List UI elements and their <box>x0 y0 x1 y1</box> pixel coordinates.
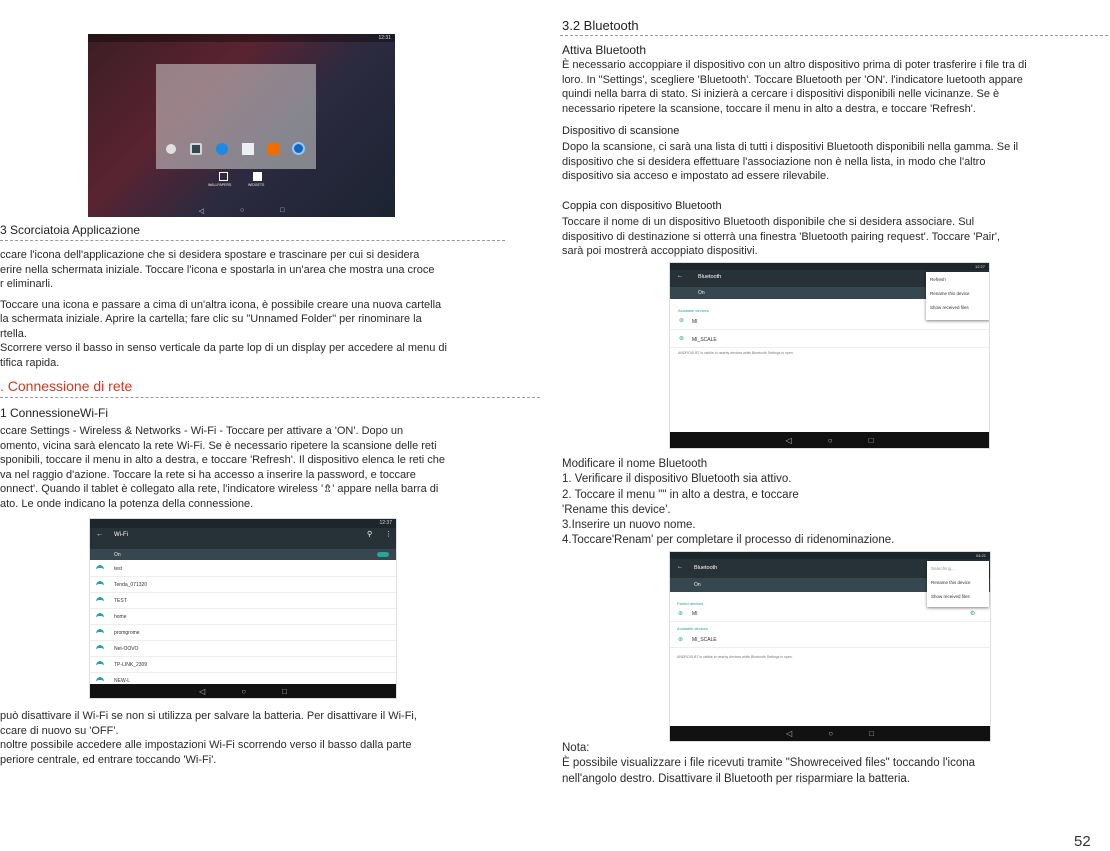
widgets-button[interactable] <box>246 172 270 190</box>
text-line: Scorrere verso il basso in senso verticale da parte lop di un display per accedere al menu di <box>0 342 447 354</box>
menu-rename-device[interactable]: Rename this device <box>931 580 971 585</box>
bt1-status-time: 12:27 <box>974 264 985 269</box>
chapter-title: . Connessione di rete <box>0 378 133 394</box>
bluetooth-screenshot-1 <box>669 262 990 449</box>
home-icon[interactable]: ○ <box>239 207 245 214</box>
text-line: ato. Le onde indicano la potenza della connessione. <box>0 497 254 510</box>
rename-text <box>562 457 894 549</box>
bt1-device-row[interactable] <box>670 332 989 348</box>
text-line: 1. Verificare il dispositivo Bluetooth sia attivo. <box>562 473 792 486</box>
widgets-label: WIDGETS <box>248 183 265 187</box>
bluetooth-icon: ⊛ <box>679 336 685 342</box>
wifi-signal-icon <box>96 597 104 606</box>
scan-text <box>562 140 1018 184</box>
bt2-paired-row[interactable] <box>670 607 990 622</box>
text-line: ccare di nuovo su 'OFF'. <box>0 724 119 737</box>
text-line: È necessario accoppiare il dispositivo con un altro dispositivo prima di poter trasferire i file tra di <box>562 59 1027 71</box>
text-line: dispositivo sia acceso e impostato ad essere rilevabile. <box>562 170 830 182</box>
recents-icon[interactable]: □ <box>869 729 874 738</box>
text-line: È possibile visualizzare i file ricevuti tramite "Showreceived files" toccando l'icona <box>562 757 976 770</box>
bt1-footer: ANDROID BT is visible to nearby devices while Bluetooth Settings is open. <box>678 351 794 355</box>
section-38-rule <box>0 240 505 241</box>
music-icon[interactable] <box>268 143 280 155</box>
wifi-signal-icon <box>96 565 104 574</box>
wallpaper-icon <box>219 172 228 181</box>
wifi-on-label: On <box>114 552 121 558</box>
bt2-overflow-menu <box>927 561 989 607</box>
wifi-toggle[interactable] <box>377 552 389 557</box>
bluetooth-rule <box>560 35 1108 36</box>
home-navbar <box>88 204 395 217</box>
bt2-footer: ANDROID BT is visible to nearby devices while Bluetooth Settings is open. <box>677 655 793 659</box>
menu-rename-device[interactable]: Rename this device <box>930 291 970 296</box>
text-line: sarà poi mostrerà accoppiato dispositivi. <box>562 245 758 257</box>
wifi-signal-icon <box>96 629 104 638</box>
bt2-appbar-title: Bluetooth <box>694 565 718 571</box>
activate-text <box>562 58 1027 116</box>
home-icon[interactable]: ○ <box>827 435 833 445</box>
wifi-network-name: home <box>114 614 127 620</box>
activate-title: Attiva Bluetooth <box>562 43 647 57</box>
recents-icon[interactable]: □ <box>280 207 285 214</box>
text-line: va nel raggio d'azione. Toccare la rete si ha accesso a inserire la password, e toccare <box>0 468 416 481</box>
camera-icon[interactable] <box>190 143 202 155</box>
bt1-on-label: On <box>698 290 705 296</box>
wifi-network-name: promgrome <box>114 630 140 636</box>
bt1-appbar-title: Bluetooth <box>698 274 722 280</box>
menu-refresh[interactable]: Refresh <box>930 277 946 282</box>
bt1-device-name: MI <box>692 319 698 325</box>
back-icon[interactable]: ◁ <box>199 686 206 696</box>
wallpapers-button[interactable] <box>208 172 236 190</box>
menu-show-received[interactable]: Show received files <box>930 305 969 310</box>
text-line: ccare Settings - Wireless & Networks - Wi-Fi - Toccare per attivare a 'ON'. Dopo un <box>0 425 404 437</box>
wifi-text <box>0 424 445 511</box>
page-number: 52 <box>1074 833 1091 850</box>
wifi-network-name: Net-OOVO <box>114 646 139 652</box>
wifi-statusbar <box>90 519 396 528</box>
wifi-network-list <box>90 560 397 685</box>
bt2-paired-name: MI <box>692 611 698 617</box>
browser-icon[interactable] <box>216 143 228 155</box>
wifi-network-name: TP-LINK_2309 <box>114 662 148 668</box>
text-line: Modificare il nome Bluetooth <box>562 458 708 470</box>
text-line: Nota: <box>562 742 590 754</box>
note-text <box>562 741 975 787</box>
wifi-network-name: TEST <box>114 598 127 604</box>
bluetooth-icon: ⊛ <box>678 637 684 643</box>
text-line: Toccare il nome di un dispositivo Bluetooth disponibile che si desidera associare. Sul <box>562 216 975 228</box>
text-line: 2. Toccare il menu "" in alto a destra, e toccare <box>562 488 799 501</box>
wifi-network-name: NEW-L <box>114 678 131 684</box>
search-icon[interactable]: ⚲ <box>367 531 373 538</box>
back-arrow-icon[interactable]: ← <box>677 564 683 570</box>
text-line: può disattivare il Wi-Fi se non si utilizza per salvare la batteria. Per disattivare il Wi-Fi, <box>0 710 417 722</box>
wifi-signal-icon <box>96 645 104 654</box>
back-icon[interactable]: ◁ <box>785 435 792 445</box>
home-app-row <box>162 142 322 166</box>
text-line: omento, vicina sarà elencato la rete Wi-Fi. Se è necessario ripetere la scansione delle reti <box>0 439 437 452</box>
wifi-status-time: 12:37 <box>379 520 392 526</box>
home-statusbar <box>88 34 395 42</box>
text-line: onnect'. Quando il tablet è collegato alla rete, l'indicatore wireless '⇯' appare nella barra di <box>0 483 439 495</box>
wifi-network-row[interactable] <box>90 608 397 625</box>
text-line: periore centrale, ed entrare toccando 'Wi-Fi'. <box>0 753 217 766</box>
overflow-menu-icon[interactable]: ⋮ <box>385 531 392 538</box>
wifi-network-row[interactable] <box>90 640 397 657</box>
text-line: loro. In "Settings', scegliere 'Bluetooth'. Toccare Bluetooth per 'ON'. l'indicatore luetooth appare <box>562 73 1023 86</box>
text-line: 4.Toccare'Renam' per completare il processo di ridenominazione. <box>562 534 895 547</box>
bluetooth-icon: ⊛ <box>679 318 685 324</box>
scan-title: Dispositivo di scansione <box>562 125 680 137</box>
wallpapers-label: WALLPAPERS <box>208 183 232 187</box>
pair-title: Coppia con dispositivo Bluetooth <box>562 200 722 212</box>
wifi-appbar <box>90 519 396 549</box>
chapter-rule <box>0 397 540 398</box>
bt2-device-name: MI_SCALE <box>692 637 717 643</box>
wifi-network-row[interactable] <box>90 624 397 641</box>
section-38-text <box>0 248 447 370</box>
text-line: erire nella schermata iniziale. Toccare l'icona e spostarla in un'area che mostra una croce <box>0 263 435 276</box>
recents-icon[interactable]: □ <box>868 435 874 445</box>
bt2-status-time: 04:21 <box>975 553 986 558</box>
wifi-signal-icon <box>96 661 104 670</box>
text-line: r eliminarli. <box>0 278 54 290</box>
recents-icon[interactable]: □ <box>282 686 287 696</box>
bt2-statusbar <box>670 552 990 559</box>
wifi-appbar-title: Wi-Fi <box>114 532 128 538</box>
text-line: ccare l'icona dell'applicazione che si desidera spostare e trascinare per cui si desidera <box>0 249 420 261</box>
bt1-overflow-menu <box>926 272 990 320</box>
back-arrow-icon[interactable]: ← <box>677 273 683 279</box>
back-arrow-icon[interactable]: ← <box>96 531 103 538</box>
text-line: nell'angolo destro. Disattivare il Bluetooth per risparmiare la batteria. <box>562 772 911 785</box>
bluetooth-title: 3.2 Bluetooth <box>562 18 639 33</box>
wifi-navbar <box>90 684 396 698</box>
clock-icon[interactable] <box>292 142 305 155</box>
wifi-network-row[interactable] <box>90 656 397 673</box>
bt1-navbar <box>670 432 989 448</box>
text-line: dispositivo che si desidera effettuare l'associazione non è nella lista, in modo che l'altro <box>562 155 986 168</box>
text-line: quindi nella barra di stato. Si inizierà a cercare i dispositivi disponibili nelle vicinanze. Se è <box>562 88 1000 100</box>
wifi-network-name: test <box>114 566 123 572</box>
wifi-network-row[interactable] <box>90 576 397 593</box>
text-line: necessario ripetere la scansione, toccare il menu in alto a destra, e toccare 'Refresh'. <box>562 102 976 115</box>
wifi-network-row[interactable] <box>90 592 397 609</box>
bt1-section-label: Available devices <box>678 308 709 313</box>
widgets-icon <box>253 172 262 181</box>
device-settings-icon[interactable]: ⚙ <box>970 611 976 617</box>
text-line: 3.Inserire un nuovo nome. <box>562 519 696 532</box>
wifi-network-row[interactable] <box>90 560 397 577</box>
back-icon[interactable]: ◁ <box>786 729 793 738</box>
wifi-signal-icon <box>96 581 104 590</box>
bt2-section-label: Available devices <box>677 626 708 631</box>
menu-searching: Searching... <box>931 566 956 571</box>
gallery-icon[interactable] <box>166 144 176 154</box>
wifi-title: 1 ConnessioneWi-Fi <box>0 406 109 420</box>
text-line: tifica rapida. <box>0 356 60 369</box>
wifi-after-text <box>0 709 417 767</box>
wifi-network-name: Tenda_071320 <box>114 582 148 588</box>
text-line: dispositivo di destinazione si otterrà una finestra 'Bluetooth pairing request'. Toccare 'Pair', <box>562 230 1001 243</box>
bluetooth-icon: ⊛ <box>678 611 684 617</box>
wifi-screenshot <box>89 518 397 699</box>
text-line: Dopo la scansione, ci sarà una lista di tutti i dispositivi Bluetooth disponibili nella gamma. Se il <box>562 141 1019 153</box>
menu-show-received[interactable]: Show received files <box>931 594 970 599</box>
home-icon[interactable]: ○ <box>828 729 834 738</box>
text-line: Toccare una icona e passare a cima di un'altra icona, è possibile creare una nuova cartella <box>0 298 442 311</box>
bt2-on-label: On <box>694 582 701 588</box>
wifi-on-row[interactable] <box>90 549 397 560</box>
bt1-statusbar <box>670 263 989 270</box>
text-line: rtella. <box>0 327 27 340</box>
bt2-navbar <box>670 726 990 741</box>
text-line: 'Rename this device'. <box>562 503 671 516</box>
text-line: noltre possibile accedere alle impostazioni Wi-Fi scorrendo verso il basso dalla parte <box>0 739 412 751</box>
bt2-paired-label: Paired devices <box>677 601 704 606</box>
pair-text <box>562 215 1000 259</box>
play-store-icon[interactable] <box>242 143 254 155</box>
text-line: sponibili, toccare il menu in alto a destra, e toccare 'Refresh'. Il dispositivo elenca le reti che <box>0 454 446 466</box>
text-line: la schermata iniziale. Aprire la cartella; fare clic su "Unnamed Folder" per rinominare la <box>0 313 422 325</box>
home-icon[interactable]: ○ <box>241 686 247 696</box>
wifi-signal-icon <box>96 613 104 622</box>
home-status-time: 12:31 <box>378 35 391 41</box>
bt2-device-row[interactable] <box>670 633 990 648</box>
back-icon[interactable]: ◁ <box>198 207 204 215</box>
bt1-device-name: MI_SCALE <box>692 337 717 343</box>
section-38-title: 3 Scorciatoia Applicazione <box>0 223 141 237</box>
bluetooth-screenshot-2 <box>669 551 991 742</box>
home-screenshot <box>88 34 395 217</box>
